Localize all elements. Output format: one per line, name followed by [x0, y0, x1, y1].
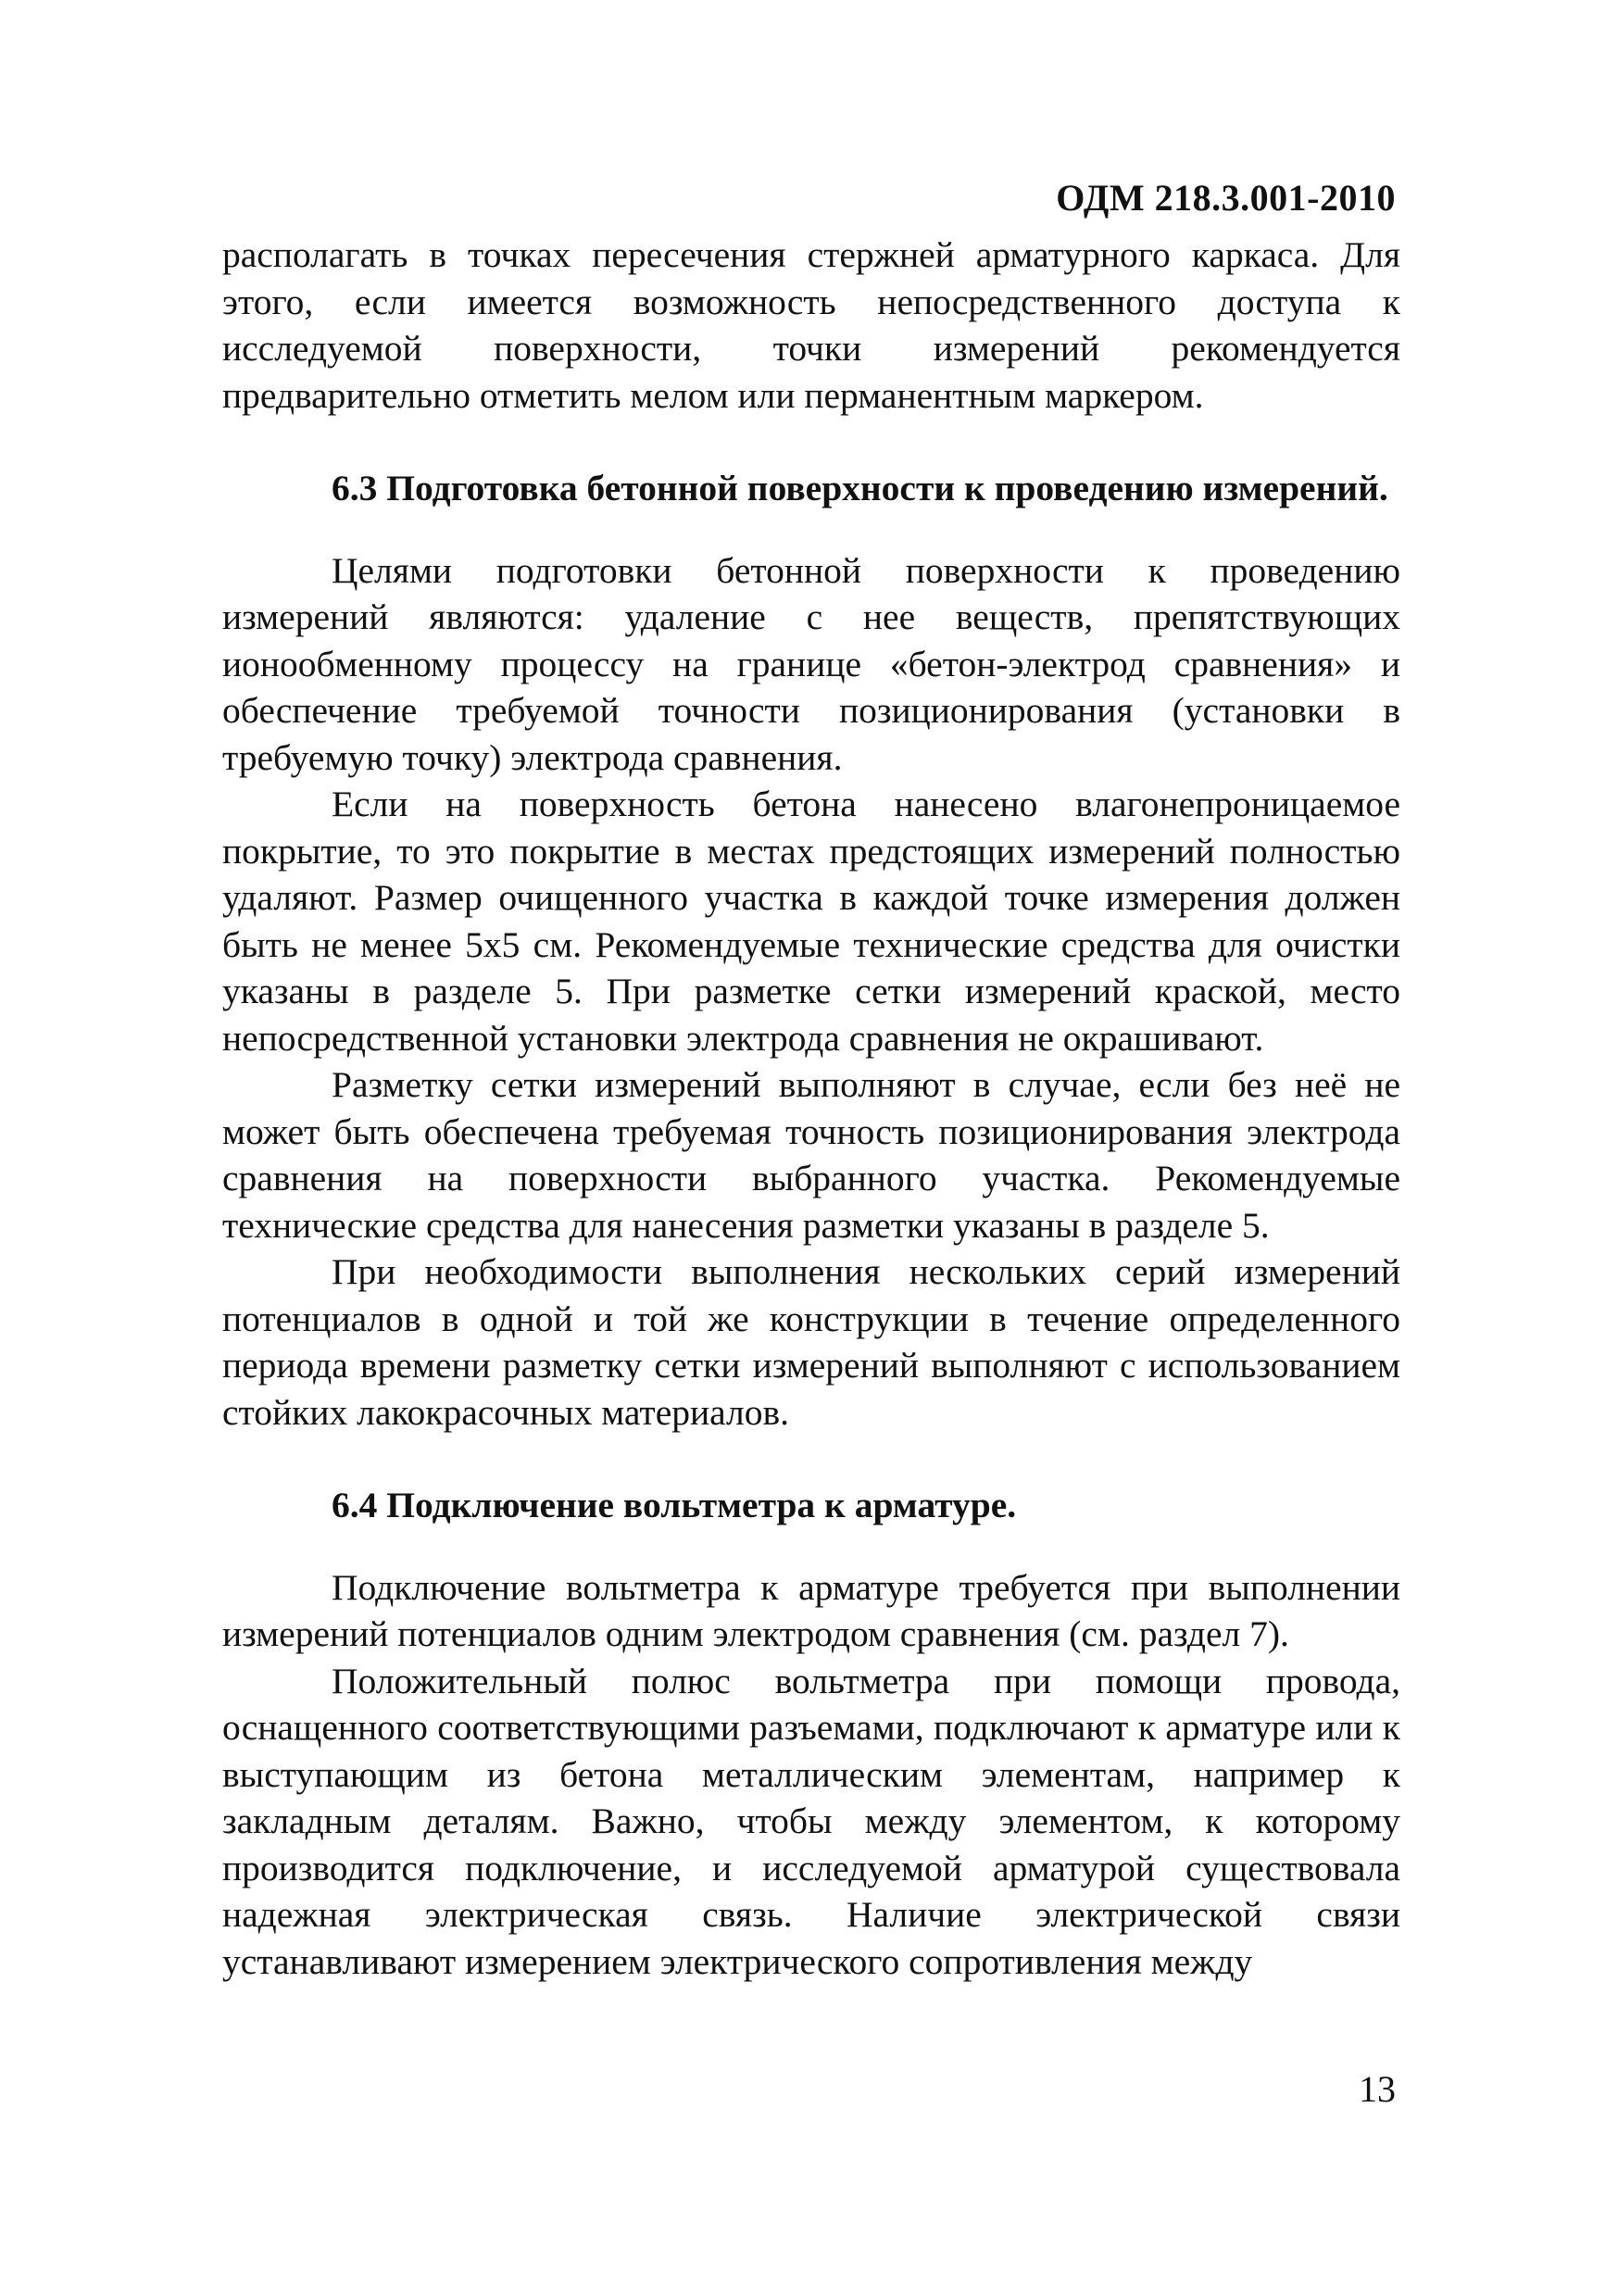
document-code: ОДМ 218.3.001-2010	[1056, 177, 1396, 219]
spacer	[222, 512, 1400, 547]
section-heading-6-4: 6.4 Подключение вольтметра к арматуре.	[332, 1485, 1017, 1525]
paragraph: Разметку сетки измерений выполняют в случае, если без неё не может быть обеспечена требуемая точность позиционирования электрода сравнения на поверхности выбранного участка. Рекомендуемые технические средства для нанесения разметки указаны в разделе 5.	[222, 1064, 1400, 1246]
section-heading-6-3: 6.3 Подготовка бетонной поверхности к проведению измерений.	[332, 468, 1388, 508]
paragraph: Целями подготовки бетонной поверхности к проведению измерений являются: удаление с нее веществ, препятствующих ионообменному процессу на границе «бетон-электрод сравнения» и обеспечение требуемой точности позиционирования (установки в требуемую точку) электрода сравнения.	[222, 549, 1400, 778]
page-content	[222, 232, 1400, 1985]
spacer	[222, 1529, 1400, 1564]
paragraph: Если на поверхность бетона нанесено влагонепроницаемое покрытие, то это покрытие в местах предстоящих измерений полностью удаляют. Размер очищенного участка в каждой точке измерения должен быть не менее 5x5 см. Рекомендуемые технические средства для очистки указаны в разделе 5. При разметке сетки измерений краской, место непосредственной установки электрода сравнения не окрашивают.	[222, 784, 1400, 1059]
paragraph-continuation: располагать в точках пересечения стержней арматурного каркаса. Для этого, если имеется возможность непосредственного доступа к исследуемой поверхности, точки измерений рекомендуется предварительно отметить мелом или перманентным маркером.	[222, 234, 1400, 416]
paragraph: Подключение вольтметра к арматуре требуется при выполнении измерений потенциалов одним электродом сравнения (см. раздел 7).	[222, 1566, 1400, 1654]
paragraph: При необходимости выполнения нескольких серий измерений потенциалов в одной и той же конструкции в течение определенного периода времени разметку сетки измерений выполняют с использованием стойких лакокрасочных материалов.	[222, 1251, 1400, 1433]
spacer	[222, 1436, 1400, 1482]
spacer	[222, 419, 1400, 465]
page-number: 13	[1359, 2068, 1396, 2110]
paragraph: Положительный полюс вольтметра при помощи провода, оснащенного соответствующими разъемами, подключают к арматуре или к выступающим из бетона металлическим элементам, например к закладным деталям. Важно, чтобы между элементом, к которому производится подключение, и исследуемой арматурой существовала надежная электрическая связь. Наличие электрической связи устанавливают измерением электрического сопротивления между	[222, 1660, 1400, 1982]
